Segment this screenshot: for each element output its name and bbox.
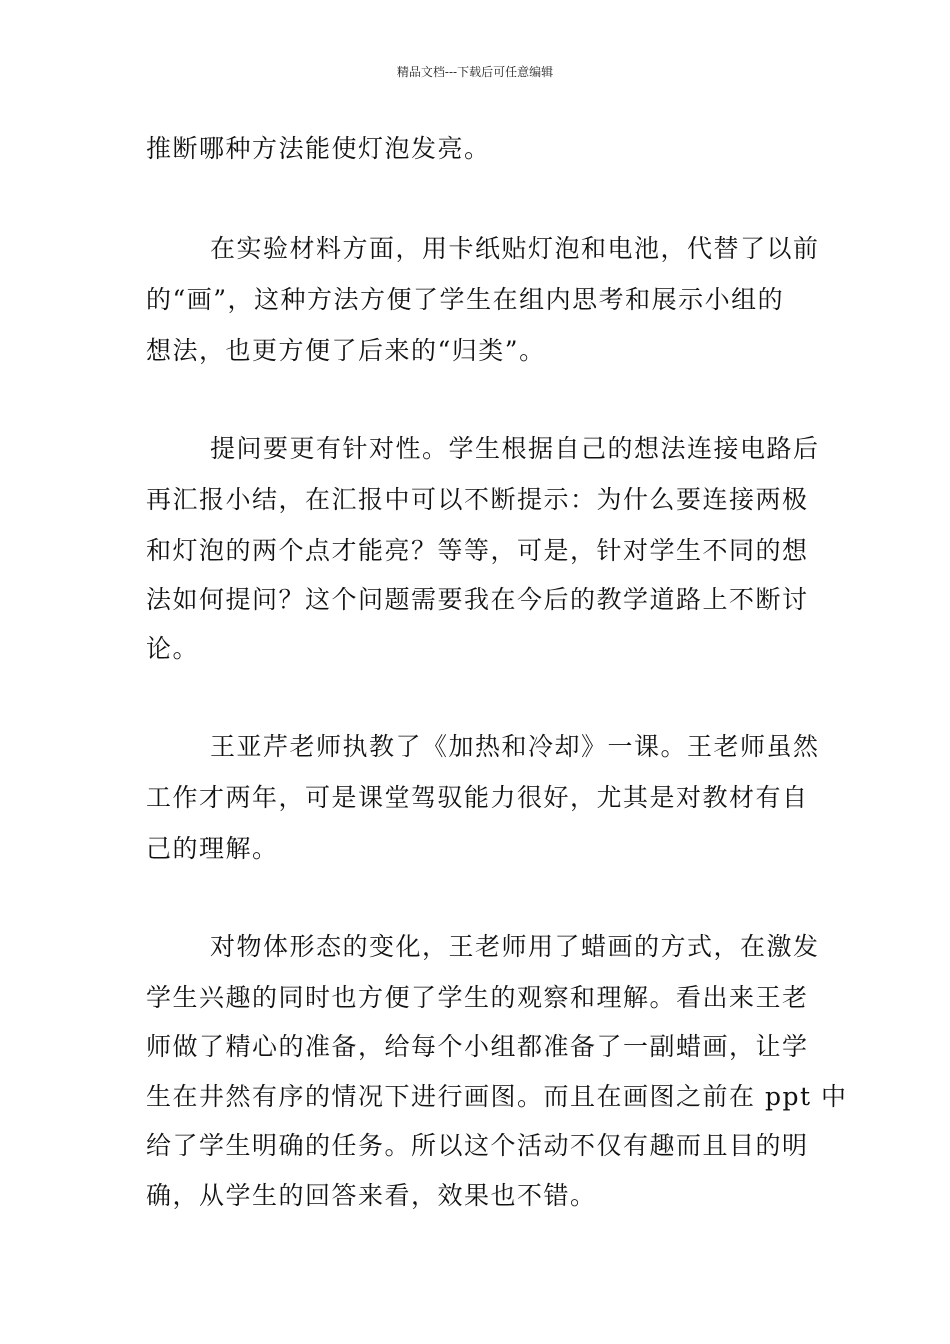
text-line: 论。 xyxy=(146,634,200,663)
text-line: 师做了精心的准备，给每个小组都准备了一副蜡画，让学 xyxy=(146,1032,809,1061)
text-line: 和灯泡的两个点才能亮？等等，可是，针对学生不同的想 xyxy=(146,536,809,565)
page-header: 精品文档---下载后可任意编辑 xyxy=(396,65,554,79)
paragraph-first-line: 王亚芹老师执教了《加热和冷却》一课。王老师虽然 xyxy=(210,732,820,761)
text-line: 推断哪种方法能使灯泡发亮。 xyxy=(146,134,491,163)
text-line: 的“画”，这种方法方便了学生在组内思考和展示小组的 xyxy=(146,285,785,314)
paragraph-first-line: 在实验材料方面，用卡纸贴灯泡和电池，代替了以前 xyxy=(210,234,820,263)
text-line: 生在井然有序的情况下进行画图。而且在画图之前在 ppt 中 xyxy=(146,1082,848,1111)
text-line: 法如何提问？这个问题需要我在今后的教学道路上不断讨 xyxy=(146,585,809,614)
text-line: 己的理解。 xyxy=(146,834,279,863)
text-line: 给了学生明确的任务。所以这个活动不仅有趣而且目的明 xyxy=(146,1131,809,1160)
text-line: 再汇报小结，在汇报中可以不断提示：为什么要连接两极 xyxy=(146,485,809,514)
text-line: 学生兴趣的同时也方便了学生的观察和理解。看出来王老 xyxy=(146,983,809,1012)
paragraph-first-line: 提问要更有针对性。学生根据自己的想法连接电路后 xyxy=(210,434,820,463)
text-line: 想法，也更方便了后来的“归类”。 xyxy=(146,336,546,365)
text-line: 确，从学生的回答来看，效果也不错。 xyxy=(146,1181,597,1210)
paragraph-first-line: 对物体形态的变化，王老师用了蜡画的方式，在激发 xyxy=(210,932,820,961)
text-line: 工作才两年，可是课堂驾驭能力很好，尤其是对教材有自 xyxy=(146,783,809,812)
